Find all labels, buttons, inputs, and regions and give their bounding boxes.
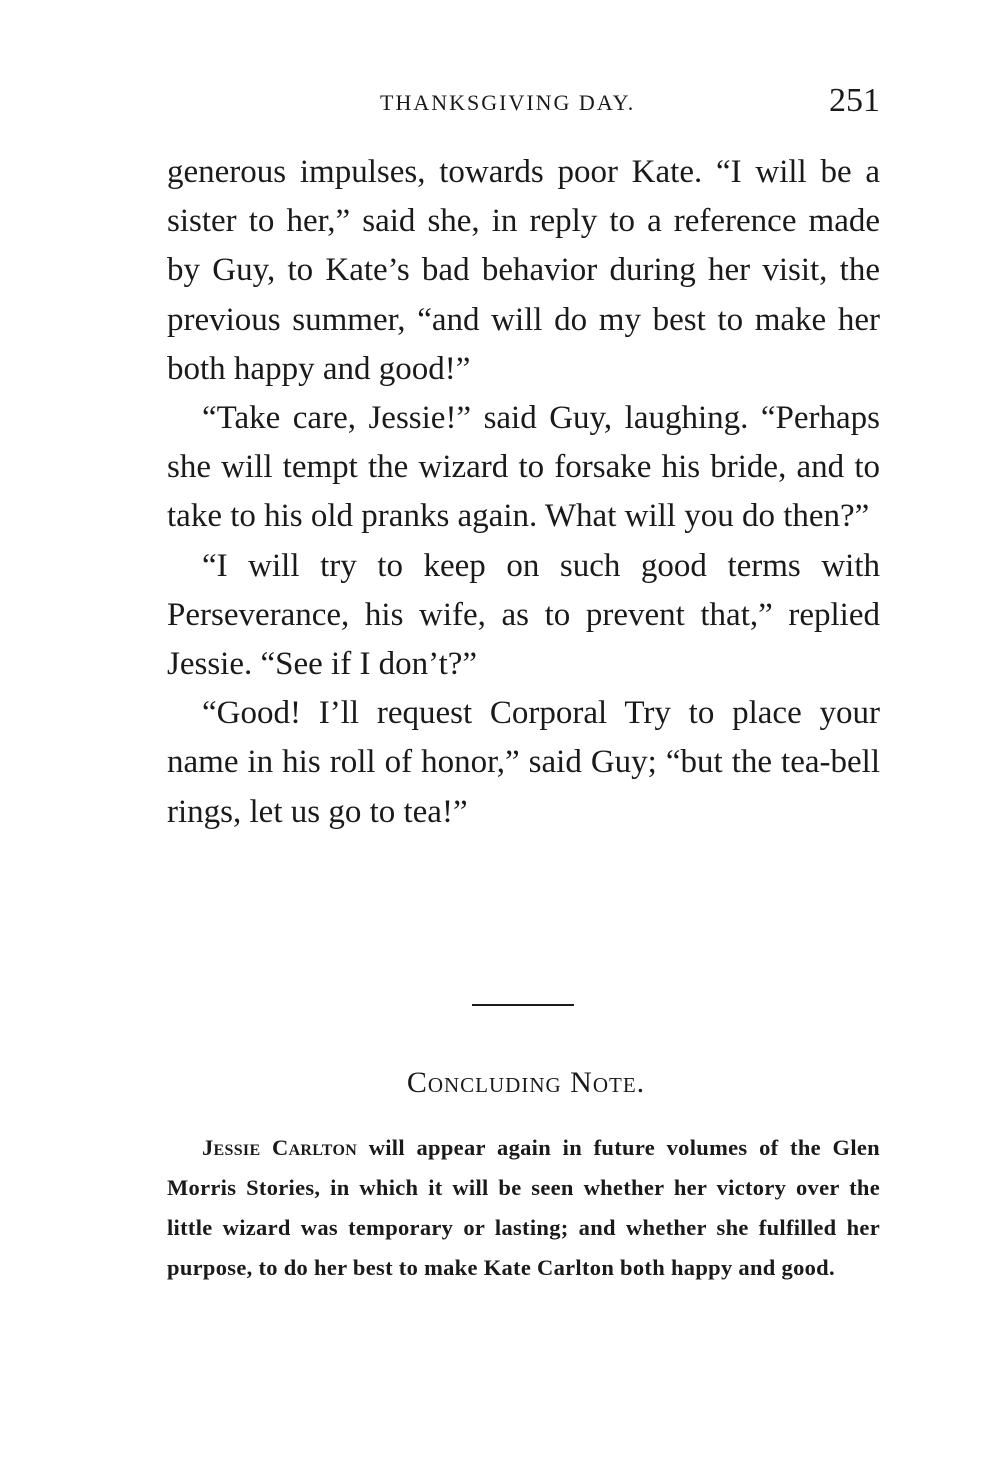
section-divider [472, 1004, 574, 1006]
running-head [380, 82, 880, 122]
note-heading: Concluding Note. [406, 1066, 646, 1099]
paragraph: “Good! I’ll request Corporal Try to place your name in his roll of honor,” said Guy; “but the tea-bell rings, let us go to tea!” [167, 695, 880, 830]
paragraph: “I will try to keep on such good terms with Perseverance, his wife, as to prevent that,” replied Jessie. “See if I don’t?” [167, 547, 880, 683]
note-name: Jessie Carlton [202, 1135, 358, 1160]
body-text [167, 148, 880, 837]
note-body: will appear again in future volumes of the Glen Morris Stories, in which it will be seen whether her victory over the little wizard was temporary or lasting; and whether she fulfilled her purpose, to do her best to make Kate Carlton both happy and good. [167, 1135, 880, 1280]
page-number: 251 [829, 82, 880, 119]
note-text [167, 1128, 880, 1288]
paragraph: generous impulses, towards poor Kate. “I will be a sister to her,” said she, in reply to a reference made by Guy, to Kate’s bad behavior during her visit, the previous summer, “and will do my best to make her both happy and good!” [167, 154, 880, 387]
running-title: THANKSGIVING DAY. [380, 90, 636, 115]
paragraph: “Take care, Jessie!” said Guy, laughing. “Perhaps she will tempt the wizard to forsake his bride, and to take to his old pranks again. What will you do then?” [167, 400, 880, 535]
